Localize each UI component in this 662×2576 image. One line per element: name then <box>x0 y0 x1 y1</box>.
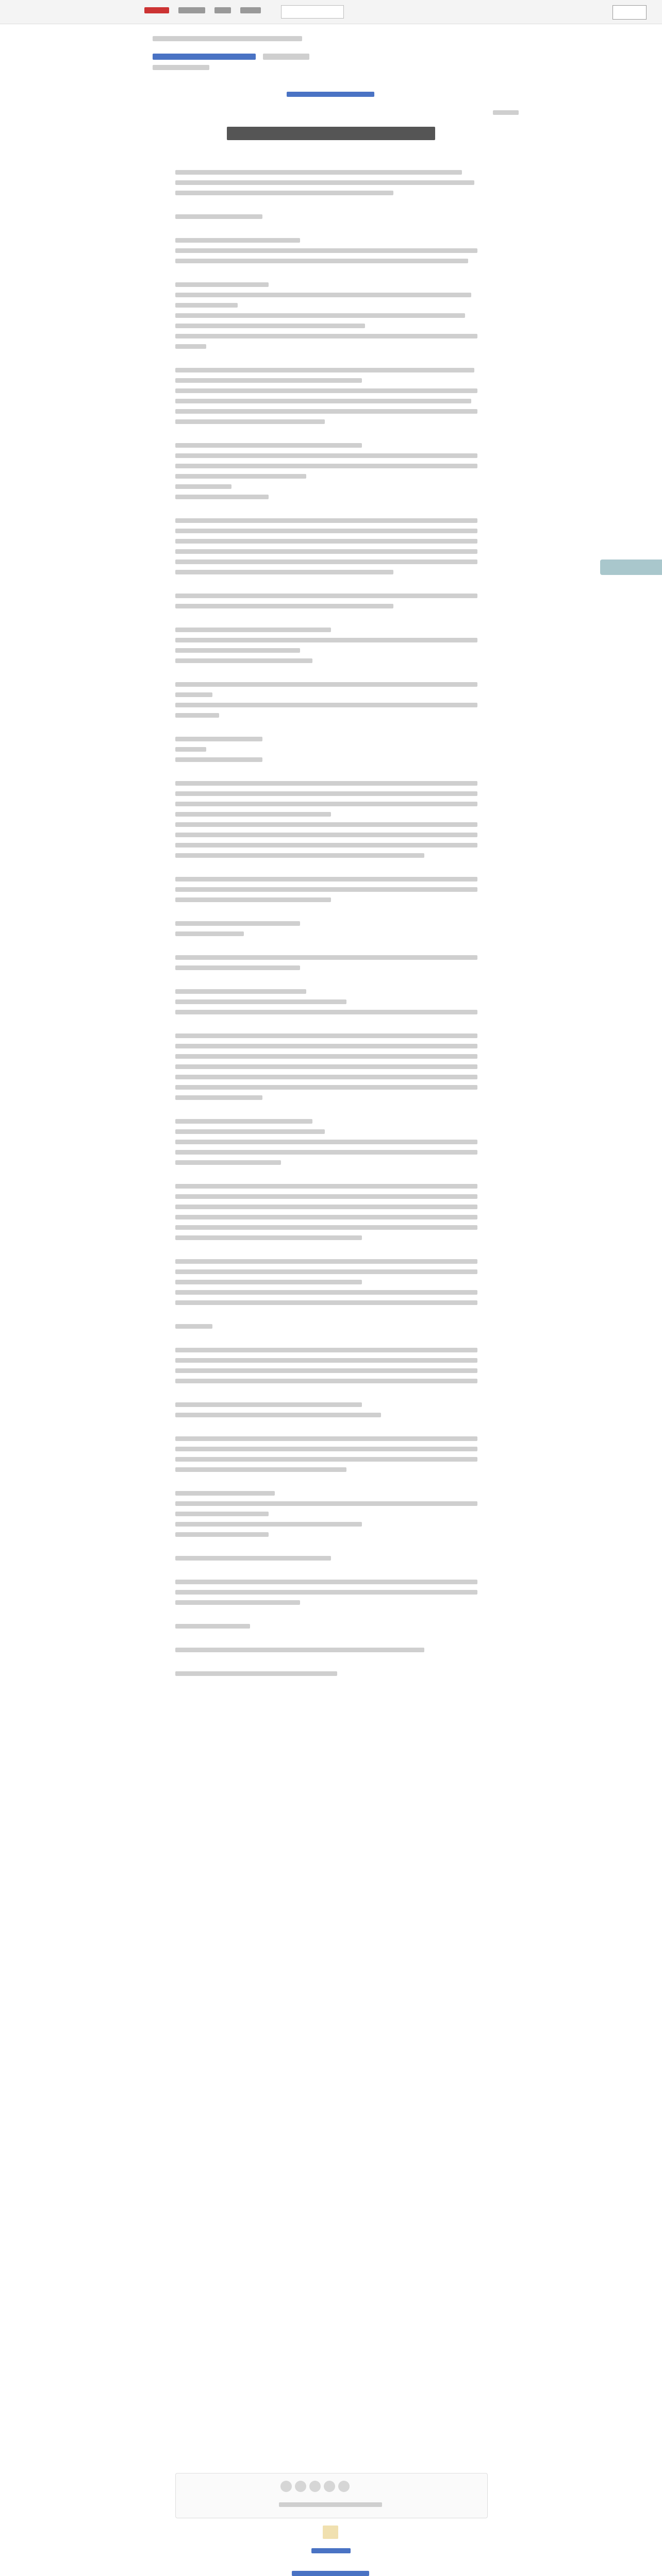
page-counter <box>493 110 519 115</box>
star-icon[interactable] <box>309 2481 321 2492</box>
nav-link[interactable] <box>214 7 231 13</box>
login-link[interactable] <box>144 7 169 13</box>
page-nav-bottom[interactable] <box>292 2571 369 2576</box>
work-title-link[interactable] <box>153 54 256 60</box>
star-icon[interactable] <box>324 2481 335 2492</box>
page-nav-top[interactable] <box>287 92 374 97</box>
menu-button[interactable] <box>613 5 647 20</box>
reaction-badge[interactable] <box>323 2526 338 2539</box>
author-name <box>263 54 309 60</box>
nav-link[interactable] <box>240 7 261 13</box>
reaction-link[interactable] <box>311 2548 351 2553</box>
rating-box <box>175 2473 488 2518</box>
header-nav <box>144 7 261 13</box>
chapter-label <box>153 65 209 70</box>
rating-stars[interactable] <box>279 2481 351 2494</box>
search-input[interactable] <box>281 5 344 19</box>
notice-bar <box>153 36 302 41</box>
site-header <box>0 0 662 24</box>
episode-body <box>175 170 487 1682</box>
rating-note <box>279 2502 382 2507</box>
star-icon[interactable] <box>295 2481 306 2492</box>
floating-side-button[interactable] <box>600 560 662 575</box>
star-icon[interactable] <box>280 2481 292 2492</box>
star-icon[interactable] <box>338 2481 350 2492</box>
episode-title <box>227 127 435 140</box>
nav-link[interactable] <box>178 7 205 13</box>
